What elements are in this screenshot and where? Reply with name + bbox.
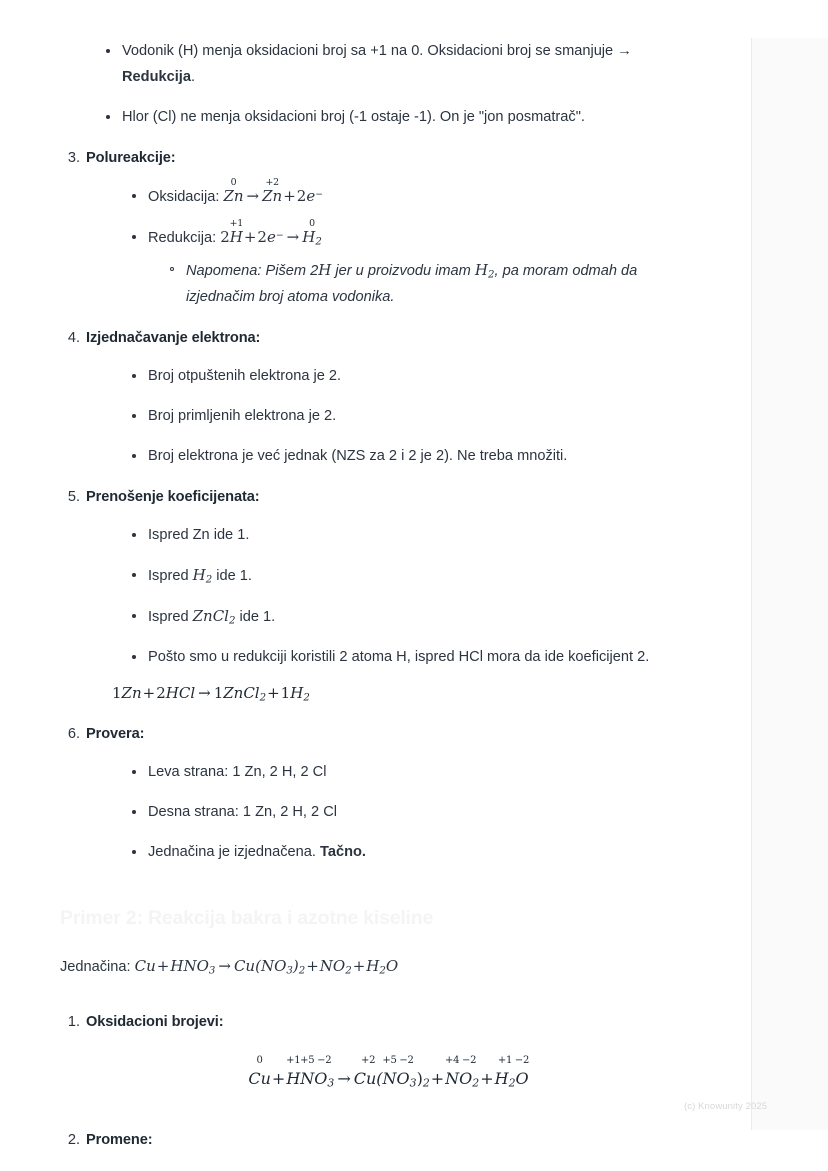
- primer2-equation: $Cu+HNO_3 \to Cu(NO_3)_2+NO_2+H_2O$: [134, 957, 399, 977]
- bullet-text: Broj elektrona je već jednak (NZS za 2 i 2 je 2). Ne treba množiti.: [148, 448, 568, 464]
- step-number: 5.: [67, 489, 80, 505]
- napomena-post: , pa moram odmah da izjednačim broj atoma vodonika.: [186, 263, 638, 305]
- zncl2-symbol: ZnCl$_2$: [192, 607, 236, 627]
- bullet-text: Ispred: [148, 609, 193, 625]
- step-title: Oksidacioni brojevi:: [86, 1014, 224, 1030]
- list-item: [132, 522, 668, 548]
- h2-symbol: $H_2$: [474, 261, 495, 281]
- bullet-text: Broj primljenih elektrona je 2.: [148, 408, 337, 424]
- ox-number: 0: [256, 1055, 263, 1066]
- intro-bullet-2-text: Hlor (Cl) ne menja oksidacioni broj (-1 ostaje -1). On je "jon posmatrač".: [122, 109, 585, 125]
- step-polureakcije: [60, 136, 691, 310]
- redukcija-label: Redukcija:: [148, 230, 221, 246]
- napomena-pre: Pišem 2: [265, 263, 319, 279]
- steps-list: [60, 136, 691, 865]
- oksidacija-equation: 0 Zn → +2 Zn+2e−: [223, 187, 323, 205]
- jednacina-label: Jednačina:: [60, 959, 135, 975]
- list-item: [106, 38, 642, 90]
- list-item: [132, 177, 668, 210]
- ox-number: +5: [300, 1055, 315, 1066]
- copyright-watermark: (c) Knowunity 2025: [684, 1101, 768, 1112]
- step-heading: [67, 1118, 691, 1161]
- step-heading: [67, 1000, 691, 1043]
- list-item: [132, 363, 668, 389]
- list-item: [132, 403, 668, 429]
- ox-number: +4: [444, 1055, 460, 1066]
- ox-number: +1: [229, 218, 244, 229]
- ox-number: −2: [514, 1055, 530, 1066]
- list-item: [106, 104, 642, 130]
- step-number: 3.: [67, 150, 80, 166]
- napomena-label: Napomena:: [186, 263, 266, 279]
- bullet-tail: ide 1.: [212, 568, 252, 584]
- ox-number: +1: [497, 1055, 513, 1066]
- ox-number: +5: [382, 1055, 397, 1066]
- ox-number: −2: [399, 1055, 414, 1066]
- step-oksidacioni-brojevi: [60, 1000, 691, 1088]
- step-prenosenje-koeficijenata: [60, 475, 691, 702]
- bullet-text: Broj otpuštenih elektrona je 2.: [148, 368, 342, 384]
- right-scroll-gutter[interactable]: [751, 38, 828, 1130]
- napomena-mid: jer u proizvodu imam: [331, 263, 475, 279]
- bullet-text: Jednačina je izjednačena.: [148, 844, 321, 860]
- list-item: [132, 443, 668, 469]
- list-item: [132, 799, 668, 825]
- step-heading: [67, 475, 691, 518]
- bullet-text: Desna strana: 1 Zn, 2 H, 2 Cl: [148, 804, 337, 820]
- intro-bullet-1-emphasis: Redukcija: [122, 69, 191, 85]
- section-heading-primer-2: Primer 2: Reakcija bakra i azotne kiseline: [60, 907, 434, 929]
- step-title: Polureakcije:: [86, 150, 176, 166]
- ox-number: +1: [286, 1055, 301, 1066]
- ox-number: 0: [309, 218, 315, 229]
- step-promene: [60, 1118, 691, 1161]
- step-number: 4.: [67, 330, 80, 346]
- list-item: [170, 257, 668, 310]
- ox-number: +2: [265, 177, 279, 188]
- ox-number: −2: [317, 1055, 332, 1066]
- list-item: [132, 603, 668, 630]
- h2-symbol: $H_2$: [192, 566, 213, 586]
- redukcija-equation: 2 +1 H+2e− → 0 $H_2$: [220, 228, 322, 246]
- polureakcije-bullets: [86, 177, 691, 310]
- step-number: 6.: [67, 726, 80, 742]
- h-symbol: H: [318, 261, 332, 279]
- bullet-text: Ispred: [148, 568, 193, 584]
- ox-number: +2: [360, 1055, 376, 1066]
- napomena-list: [148, 257, 668, 310]
- bullet-text: Leva strana: 1 Zn, 2 H, 2 Cl: [148, 764, 327, 780]
- step-number: 2.: [67, 1132, 80, 1148]
- ox-number: 0: [230, 177, 237, 188]
- bullet-text: Pošto smo u redukciji koristili 2 atoma H, ispred HCl mora da ide koeficijent 2.: [148, 649, 650, 665]
- step-heading: [67, 712, 691, 755]
- ox-number: −2: [462, 1055, 477, 1066]
- list-item: [132, 562, 668, 589]
- list-item: [132, 644, 668, 670]
- step-title: Prenošenje koeficijenata:: [86, 489, 260, 505]
- step-title: Provera:: [86, 726, 145, 742]
- intro-bullet-1-tail: .: [190, 69, 196, 85]
- bullet-tail: ide 1.: [235, 609, 276, 625]
- step-izjednacavanje-elektrona: [60, 316, 691, 469]
- bullet-text: Ispred Zn ide 1.: [148, 527, 250, 543]
- izjednacavanje-bullets: [86, 363, 691, 469]
- bullet-emphasis: Tačno.: [320, 844, 366, 860]
- step-title: Promene:: [86, 1132, 153, 1148]
- list-item: [132, 839, 668, 865]
- step-number: 1.: [67, 1014, 80, 1030]
- primer2-equation-line: [60, 953, 691, 980]
- list-item: [132, 759, 668, 785]
- intro-bullet-list: [60, 38, 691, 130]
- prenosenje-bullets: [86, 522, 691, 670]
- step-title: Izjednačavanje elektrona:: [86, 330, 261, 346]
- step-heading: [67, 316, 691, 359]
- oksidacija-label: Oksidacija:: [148, 189, 224, 205]
- provera-bullets: [86, 759, 691, 865]
- step-heading: [67, 136, 691, 179]
- primer2-steps-list: [60, 1000, 691, 1161]
- balanced-equation: $1Zn+2HCl \to 1ZnCl_2+1H_2$: [112, 684, 310, 704]
- list-item: [132, 218, 668, 310]
- step-provera: [60, 712, 691, 865]
- intro-bullet-1-text: Vodonik (H) menja oksidacioni broj sa +1 na 0. Oksidacioni broj se smanjuje →: [122, 43, 632, 59]
- primer2-oxidation-equation: 0 Cu+ +1 H +5 N −2 $O_3$ → +2 Cu( +5 N −2 $O_3)_2+$ +4 N −2 $O_2+$ +1 $H_2$ −2 O: [248, 1055, 530, 1090]
